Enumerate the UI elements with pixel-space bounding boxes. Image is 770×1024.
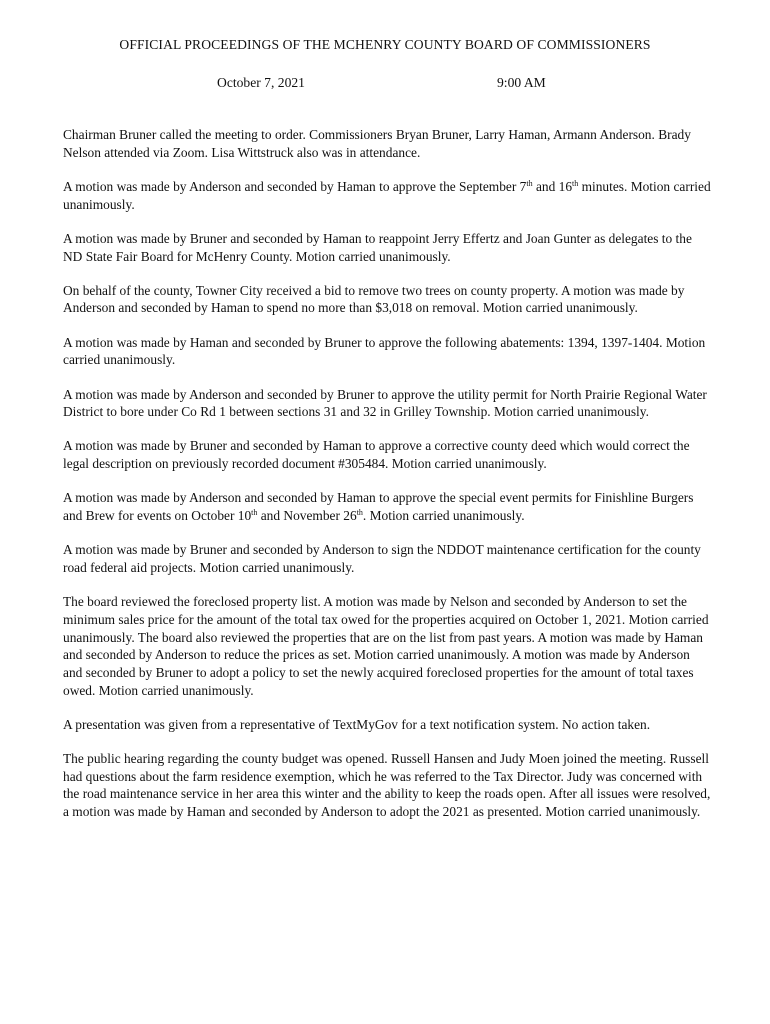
paragraph-nddot: A motion was made by Bruner and seconded by Anderson to sign the NDDOT maintenance certification for the county road federal aid projects. Motion carried unanimously. [63, 542, 701, 575]
paragraph-minutes-approval [63, 178, 711, 213]
ordinal-suffix: th [251, 508, 258, 518]
paragraph-call-to-order: Chairman Bruner called the meeting to order. Commissioners Bryan Bruner, Larry Haman, Armann Anderson. Brady Nelson attended via Zoom. Lisa Wittstruck also was in attendance. [63, 127, 691, 160]
proceedings-body [63, 126, 711, 837]
document-title: OFFICIAL PROCEEDINGS OF THE MCHENRY COUNTY BOARD OF COMMISSIONERS [119, 37, 651, 52]
paragraph-tree-removal: On behalf of the county, Towner City received a bid to remove two trees on county property. A motion was made by Anderson and seconded by Haman to spend no more than $3,018 on removal. Motion carried unanimously. [63, 282, 685, 316]
paragraph-county-deed: A motion was made by Bruner and seconded by Haman to approve a corrective county deed which would correct the legal description on previously recorded document #305484. Motion carried unanimously. [63, 438, 690, 472]
text-segment: . Motion carried unanimously. [362, 508, 525, 524]
paragraph-abatements: A motion was made by Haman and seconded by Bruner to approve the following abatements: 1394, 1397-1404. Motion carried unanimously. [63, 334, 706, 368]
meeting-time: 9:00 AM [497, 75, 546, 90]
paragraph-fair-board: A motion was made by Bruner and seconded by Haman to reappoint Jerry Effertz and Joan Gunter as delegates to the ND State Fair Board for McHenry County. Motion carried unanimously. [63, 230, 692, 264]
paragraph-textmygov: A presentation was given from a representative of TextMyGov for a text notification system. No action taken. [63, 716, 651, 732]
text-segment: A motion was made by Anderson and seconded by Haman to approve the September 7 [63, 178, 527, 194]
text-segment: and 16 [532, 178, 573, 194]
paragraph-budget-hearing: The public hearing regarding the county budget was opened. Russell Hansen and Judy Moen joined the meeting. Russell had questions about the farm residence exemption, which he was referred to the Tax Director. Judy was concerned with the road maintenance service in her area this winter and the ability to keep the roads open. After all issues were resolved, a motion was made by Haman and seconded by Anderson to adopt the 2021 as presented. Motion carried unanimously. [63, 751, 711, 820]
text-segment: minutes. Motion carried unanimously. [63, 178, 711, 212]
text-segment: and November 26 [257, 508, 357, 524]
meeting-date: October 7, 2021 [217, 75, 305, 90]
paragraph-foreclosed-property: The board reviewed the foreclosed property list. A motion was made by Nelson and seconded by Anderson to set the minimum sales price for the amount of the total tax owed for the properties acquired on October 1, 2021. Motion carried unanimously. The board also reviewed the properties that are on the list from past years. A motion was made by Haman and seconded by Anderson to reduce the prices as set. Motion carried unanimously. A motion was made by Anderson and seconded by Bruner to adopt a policy to set the newly acquired foreclosed properties for the amount of total taxes owed. Motion carried unanimously. [63, 594, 709, 698]
paragraph-event-permits [63, 489, 711, 524]
ordinal-suffix: th [356, 508, 363, 518]
ordinal-suffix: th [526, 178, 533, 188]
text-segment: A motion was made by Anderson and seconded by Haman to approve the special event permits for Finishline Burgers and Brew for events on October 10 [63, 490, 694, 524]
ordinal-suffix: th [572, 178, 579, 188]
paragraph-utility-permit: A motion was made by Anderson and seconded by Bruner to approve the utility permit for North Prairie Regional Water District to bore under Co Rd 1 between sections 31 and 32 in Grilley Township. Motion carried unanimously. [63, 386, 707, 420]
